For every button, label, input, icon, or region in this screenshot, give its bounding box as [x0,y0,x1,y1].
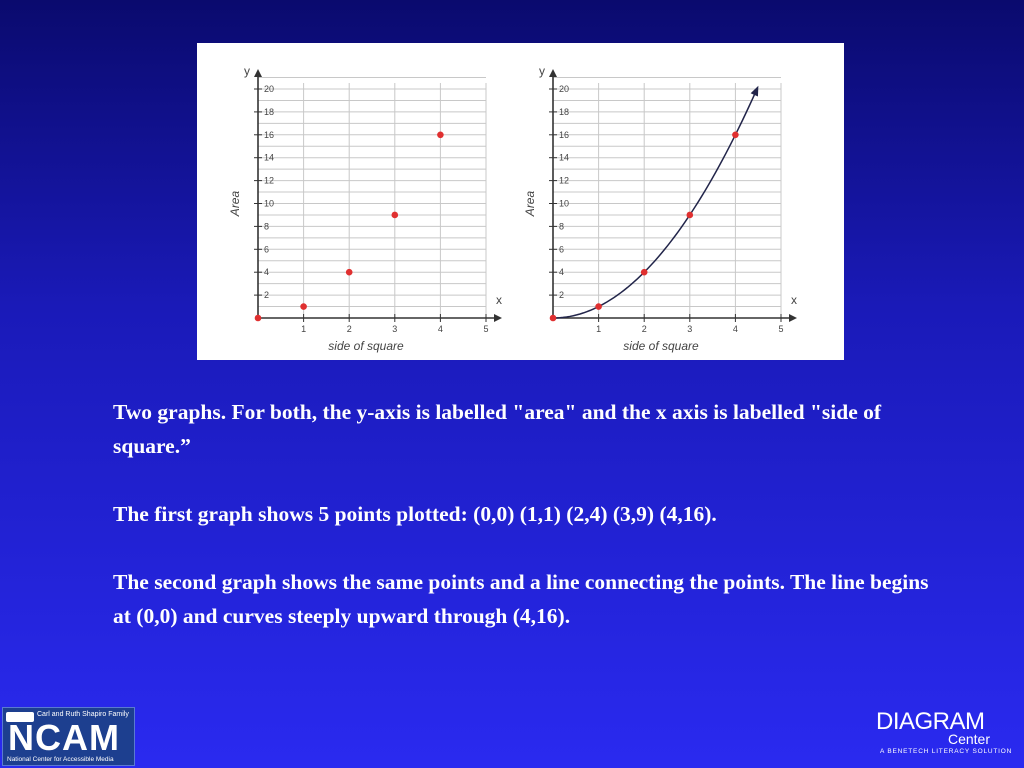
y-tick-label: 14 [264,152,275,163]
x-axis-letter: x [791,293,797,307]
y-tick-label: 8 [559,221,565,232]
y-axis-arrow-icon [254,69,262,77]
caption-paragraph-1: Two graphs. For both, the y-axis is labelled "area" and the x axis is labelled "side of square.” [113,400,882,458]
x-tick-label: 5 [483,324,489,334]
diagram-name: DIAGRAM [876,708,985,735]
data-point [437,132,444,139]
y-tick-label: 18 [559,106,570,117]
y-axis-arrow-icon [549,69,557,77]
graph-2 [523,64,797,353]
ncam-sponsor-text: Carl and Ruth Shapiro Family [37,711,129,718]
diagram-tagline: A BENETECH LITERACY SOLUTION [880,748,1013,755]
y-tick-label: 8 [264,221,270,232]
caption-paragraph-3: The second graph shows the same points and a line connecting the points. The line begins at (0,0) and curves steeply upward through (4,16). [113,570,929,628]
x-tick-label: 2 [346,324,352,334]
y-tick-label: 16 [559,129,570,140]
y-tick-label: 14 [559,152,570,163]
x-tick-label: 2 [641,324,647,334]
y-tick-label: 10 [264,198,275,209]
x-axis-title: side of square [623,339,699,353]
x-tick-label: 3 [392,324,398,334]
x-tick-label: 1 [301,324,307,334]
data-point [550,315,557,322]
y-tick-label: 10 [559,198,570,209]
y-tick-label: 4 [264,267,270,278]
caption-paragraph-2: The first graph shows 5 points plotted: (0,0) (1,1) (2,4) (3,9) (4,16). [113,502,717,526]
data-point [687,212,694,219]
diagram-center-logo [876,709,1016,759]
x-tick-label: 3 [687,324,693,334]
x-axis-letter: x [496,293,502,307]
figure-panel [197,43,844,360]
x-tick-label: 4 [732,324,738,334]
curve-arrow-icon [751,86,759,97]
y-axis-letter: y [244,64,250,78]
y-tick-label: 20 [264,84,275,94]
y-tick-label: 6 [559,244,565,255]
y-tick-label: 2 [559,290,565,301]
data-point [300,303,307,310]
y-axis-letter: y [539,64,545,78]
data-point [346,269,353,276]
y-tick-label: 16 [264,129,275,140]
caption [113,395,933,633]
graphs-figure [197,43,844,360]
y-tick-label: 18 [264,106,275,117]
graph-1 [228,64,502,353]
y-tick-label: 12 [559,175,570,186]
x-tick-label: 5 [778,324,784,334]
ncam-logo [2,707,135,766]
data-point [641,269,648,276]
data-point [732,132,739,139]
y-tick-label: 2 [264,290,270,301]
ncam-name: NCAM [8,717,120,758]
x-axis-title: side of square [328,339,404,353]
data-point [392,212,399,219]
y-axis-title: Area [523,190,537,217]
x-axis-arrow-icon [494,314,502,322]
y-tick-label: 12 [264,175,275,186]
y-tick-label: 6 [264,244,270,255]
y-tick-label: 4 [559,267,565,278]
data-point [255,315,262,322]
data-point [595,303,602,310]
x-tick-label: 4 [437,324,443,334]
diagram-sub: Center [947,731,990,747]
x-axis-arrow-icon [789,314,797,322]
ncam-full-name: National Center for Accessible Media [7,756,114,763]
y-tick-label: 20 [559,84,570,94]
x-tick-label: 1 [596,324,602,334]
y-axis-title: Area [228,190,242,217]
